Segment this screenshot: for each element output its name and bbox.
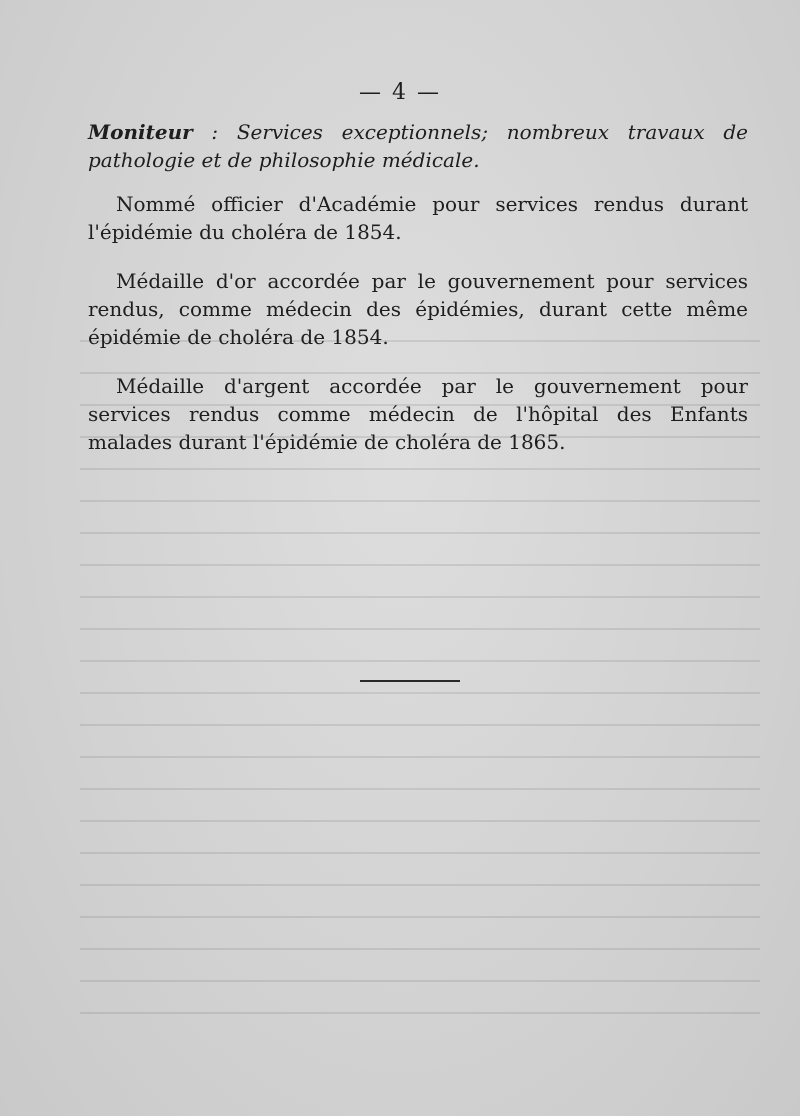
paragraph-medaille-or: Médaille d'or accordée par le gouvernement pour services rendus, comme médecin des épidémies, durant cette même épidémie de choléra de 1854. — [88, 269, 748, 349]
page-number: — 4 — — [359, 80, 441, 105]
paragraph-moniteur — [88, 118, 748, 174]
paragraph-moniteur-label: Moniteur — [88, 120, 193, 144]
paragraph-officier-academie: Nommé officier d'Académie pour services rendus durant l'épidémie du choléra de 1854. — [88, 192, 748, 244]
paragraph-medaille-argent: Médaille d'argent accordée par le gouvernement pour services rendus comme médecin de l'hôpital des Enfants malades durant l'épidémie de choléra de 1865. — [88, 374, 748, 454]
section-divider — [360, 680, 460, 682]
paragraph-moniteur-text: : Services exceptionnels; nombreux travaux de pathologie et de philosophie médicale. — [88, 120, 748, 172]
